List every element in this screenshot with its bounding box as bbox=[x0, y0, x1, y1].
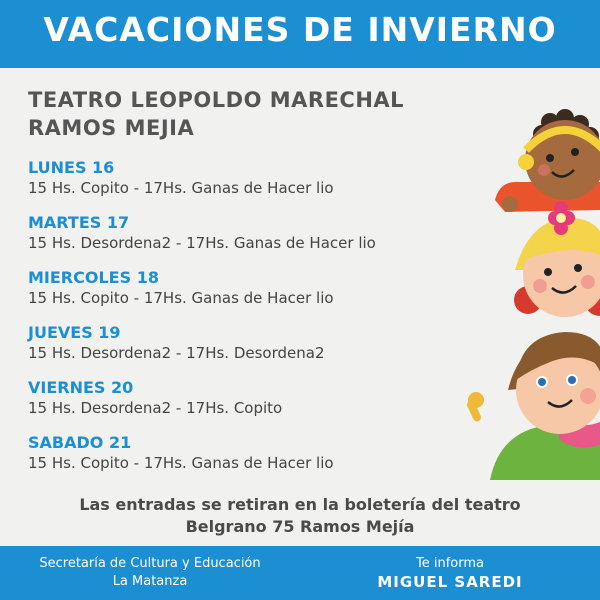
schedule-item bbox=[28, 323, 376, 378]
day-label: SABADO 21 bbox=[28, 433, 132, 452]
child-top-icon bbox=[495, 109, 600, 212]
day-label: LUNES 16 bbox=[28, 158, 115, 177]
day-label: MARTES 17 bbox=[28, 213, 130, 232]
day-label: VIERNES 20 bbox=[28, 378, 134, 397]
day-shows: 15 Hs. Copito - 17Hs. Ganas de Hacer lio bbox=[28, 454, 334, 472]
day-label: JUEVES 19 bbox=[28, 323, 121, 342]
day-shows: 15 Hs. Desordena2 - 17Hs. Ganas de Hacer lio bbox=[28, 234, 376, 252]
footer-bar bbox=[0, 546, 600, 600]
ticket-note bbox=[0, 494, 600, 538]
schedule-item bbox=[28, 378, 376, 433]
venue-name bbox=[28, 86, 404, 142]
venue-line-1: TEATRO LEOPOLDO MARECHAL bbox=[28, 88, 405, 112]
ticket-note-line-1: Las entradas se retiran en la boletería del teatro bbox=[79, 495, 521, 514]
child-middle-icon bbox=[514, 201, 600, 317]
footer-informant-name: MIGUEL SAREDI bbox=[377, 573, 523, 591]
schedule-item bbox=[28, 158, 376, 213]
ticket-note-line-2: Belgrano 75 Ramos Mejía bbox=[185, 517, 415, 536]
day-shows: 15 Hs. Copito - 17Hs. Ganas de Hacer lio bbox=[28, 289, 334, 307]
schedule-item bbox=[28, 213, 376, 268]
footer-organization bbox=[0, 555, 300, 591]
waving-hand-icon bbox=[466, 392, 484, 423]
footer-org-line-1: Secretaría de Cultura y Educación bbox=[39, 556, 261, 571]
day-shows: 15 Hs. Desordena2 - 17Hs. Desordena2 bbox=[28, 344, 325, 362]
schedule-item bbox=[28, 433, 376, 488]
footer-informant-label: Te informa bbox=[416, 556, 484, 571]
schedule-list bbox=[28, 158, 376, 488]
header-bar bbox=[0, 0, 600, 68]
footer-informant bbox=[300, 555, 600, 591]
day-label: MIERCOLES 18 bbox=[28, 268, 159, 287]
footer-org-line-2: La Matanza bbox=[112, 574, 188, 589]
page-title: VACACIONES DE INVIERNO bbox=[43, 10, 557, 49]
schedule-item bbox=[28, 268, 376, 323]
child-bottom-icon bbox=[466, 332, 600, 480]
day-shows: 15 Hs. Copito - 17Hs. Ganas de Hacer lio bbox=[28, 179, 334, 197]
venue-line-2: RAMOS MEJIA bbox=[28, 116, 195, 140]
day-shows: 15 Hs. Desordena2 - 17Hs. Copito bbox=[28, 399, 283, 417]
cartoon-children-icon bbox=[460, 100, 600, 480]
